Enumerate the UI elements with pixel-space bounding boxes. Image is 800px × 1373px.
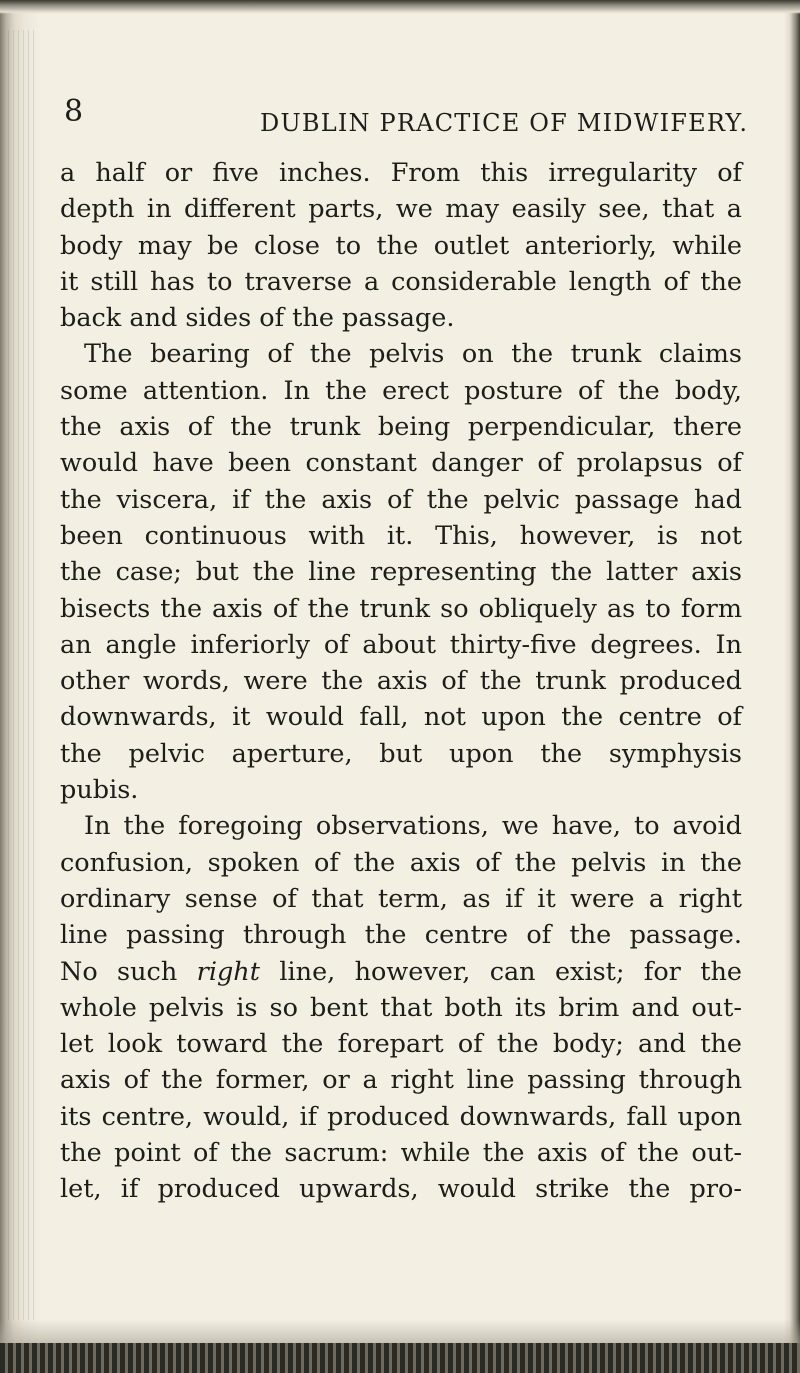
text-line: been continuous with it. This, however, is not — [60, 520, 742, 551]
text-line — [60, 954, 742, 990]
italic-word: right — [196, 956, 260, 987]
page-number: 8 — [64, 94, 84, 129]
gutter-texture — [8, 30, 38, 1320]
text-line: ordinary sense of that term, as if it were a right — [60, 883, 742, 914]
text-run: line, however, can exist; for the — [259, 956, 743, 987]
text-line: depth in different parts, we may easily see, that a — [60, 194, 742, 225]
text-line: pubis. — [60, 775, 139, 806]
body-text — [60, 155, 760, 1208]
text-line: bisects the axis of the trunk so obliquely as to form — [60, 593, 742, 624]
text-line: would have been constant danger of prolapsus of — [60, 448, 742, 479]
text-line: confusion, spoken of the axis of the pelvis in the — [60, 847, 742, 878]
text-line: whole pelvis is so bent that both its brim and out- — [60, 992, 742, 1023]
text-line: a half or five inches. From this irregularity of — [60, 158, 742, 188]
running-head — [60, 95, 760, 155]
text-line: body may be close to the outlet anteriorly, while — [60, 230, 742, 261]
text-line: the viscera, if the axis of the pelvic passage had — [60, 484, 742, 515]
bottom-page-edge — [0, 1343, 800, 1373]
text-line: it still has to traverse a considerable length of the — [60, 266, 742, 297]
text-line: The bearing of the pelvis on the trunk claims — [84, 339, 742, 370]
text-line: downwards, it would fall, not upon the centre of — [60, 702, 742, 733]
text-run: No such — [60, 956, 197, 987]
bottom-page-shadow — [0, 1319, 800, 1343]
text-line: some attention. In the erect posture of the body, — [60, 375, 742, 406]
page-edge-shadow — [784, 0, 800, 1373]
text-line: the point of the sacrum: while the axis of the out- — [60, 1138, 742, 1169]
text-line: its centre, would, if produced downwards, fall upon — [60, 1101, 742, 1132]
text-line: back and sides of the passage. — [60, 303, 455, 334]
text-line: other words, were the axis of the trunk produced — [60, 666, 742, 697]
text-line: let look toward the forepart of the body; and the — [60, 1029, 742, 1060]
text-line: line passing through the centre of the passage. — [60, 920, 742, 951]
text-line: axis of the former, or a right line passing through — [60, 1065, 742, 1096]
text-line: the pelvic aperture, but upon the symphysis — [60, 738, 742, 769]
text-line: In the foregoing observations, we have, to avoid — [84, 811, 742, 842]
text-line: an angle inferiorly of about thirty-five degrees. In — [60, 629, 742, 660]
running-title: DUBLIN PRACTICE OF MIDWIFERY. — [260, 109, 749, 137]
text-line: the axis of the trunk being perpendicular, there — [60, 412, 742, 443]
book-page — [60, 95, 760, 1208]
top-page-edge — [0, 0, 800, 14]
text-line: the case; but the line representing the latter axis — [60, 557, 742, 588]
text-line: let, if produced upwards, would strike the pro- — [60, 1174, 742, 1205]
